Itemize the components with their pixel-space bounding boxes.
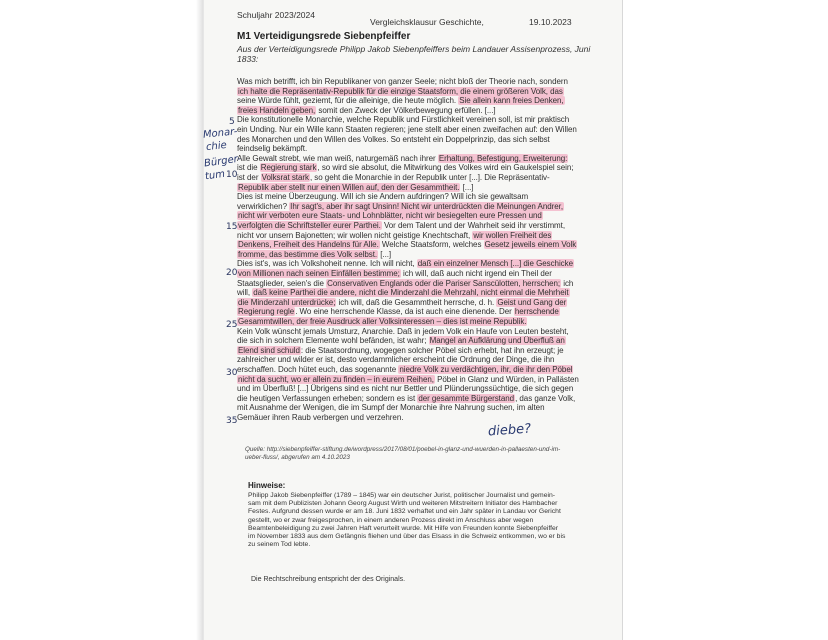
text-segment: Was mich betrifft, ich bin Republikaner von ganzer Seele; nicht bloß der Theorie nach, sondern (237, 77, 568, 86)
speech-line (237, 346, 564, 355)
speech-line (237, 298, 567, 307)
highlighted-passage: von Millionen nach seinen Einfällen bestimme; (238, 269, 400, 278)
speech-line (237, 288, 570, 297)
line-number-10: 10 (226, 170, 238, 180)
document-title: M1 Verteidigungsrede Siebenpfeiffer (237, 31, 411, 42)
handwritten-note-monarchie-2: chie (205, 139, 228, 154)
text-segment: . Wo eine herrschende Klasse, da ist auch eine dienende. Der (295, 307, 514, 317)
speech-line (237, 77, 568, 86)
speech-line (237, 259, 574, 268)
highlighted-passage: nicht wir verboten eure Staats- und Lohnblätter, nicht wir besiegelten eure Pressen und (238, 211, 542, 221)
highlighted-passage: daß keine Parthei die andere, nicht die Minderzahl die Mehrzahl, nicht einmal die Mehrheit (253, 288, 569, 298)
text-segment: Kein Volk wünscht jemals Umsturz, Anarchie. Daß in jedem Volk ein Haufe von Leuten besteht, (237, 326, 569, 336)
text-segment: die heutigen Verfassungen erheben; sondern es ist (237, 393, 418, 403)
text-segment: somit den Zweck der Völkerbewegung erfüllen. [...] (316, 105, 496, 115)
highlighted-passage: fromme, das bestimme dies Volk selbst. (238, 249, 378, 259)
text-segment: seine Würde fühlt, geziemt, für die alleinige, die heute möglich. (237, 96, 459, 106)
speech-line (237, 317, 527, 326)
highlighted-passage: herrschende (514, 307, 559, 317)
text-segment: ich will, daß auch nicht irgend ein Theil der (400, 269, 552, 278)
text-segment: mit Ausnahme der Wenigen, die im Sumpf der Monarchie ihre Nahrung suchen, im alten (237, 403, 545, 413)
text-segment: Welche Staatsform, welches (379, 240, 484, 250)
handwritten-note-diebe: diebe? (487, 421, 532, 440)
speech-line (237, 269, 552, 278)
speech-line (237, 192, 528, 201)
speech-line (237, 394, 575, 403)
text-segment: [...] (460, 182, 474, 192)
notes-line: Philipp Jakob Siebenpfeiffer (1789 – 1845) war ein deutscher Jurist, politischer Journalist und gemein- (248, 492, 556, 499)
text-segment: Gemäuer ihren Raub verbergen und verzehren. (237, 413, 404, 422)
text-segment: ein Unding. Nur ein Wille kann Staaten regieren; jene stellt aber einen zweifachen auf: den Willen (237, 125, 577, 134)
speech-line (237, 384, 573, 393)
notes-line: im November 1833 aus dem Gefängnis fliehen und über das Elsass in die Schweiz entkommen, wo er bis (248, 533, 566, 540)
speech-line (237, 163, 573, 172)
highlighted-passage: Geist und Gang der (497, 297, 567, 307)
line-number-20: 20 (226, 268, 238, 278)
notes-line: zu seinem Tod lebte. (248, 541, 311, 549)
highlighted-passage: Sie allein kann freies Denken, (459, 96, 564, 106)
highlighted-passage: der gesammte Bürgerstand (418, 393, 515, 403)
speech-line (237, 183, 473, 192)
text-segment: , so wird sie absolut, die Mitwirkung des Volkes wird ein Gaukelspiel sein; (317, 163, 574, 173)
speech-line (237, 87, 564, 96)
text-segment: : die Staatsordnung, wogegen solcher Pöbel sich erhebt, hat ihn erzeugt; je (300, 345, 564, 355)
speech-line (237, 403, 544, 412)
text-segment: nicht vor unsern Bajonetten; wir wollen nicht geistige Knechtschaft, (237, 230, 473, 240)
text-segment: Dies ist meine Überzeugung. Will ich sie Andern aufdringen? Will ich sie gewaltsam (237, 192, 529, 202)
document-subtitle-line2: 1833: (237, 54, 259, 64)
handwritten-note-buergertum-2: tum (204, 168, 226, 183)
notes-line: Festes. Aufgrund dessen wurde er am 18. Juni 1832 verhaftet und ein Jahr später in Landau vor Gericht (248, 508, 561, 516)
speech-line (237, 355, 554, 364)
source-line2: ueber-fluss/, abgerufen am 4.10.2023 (245, 454, 350, 461)
document-subtitle-line1: Aus der Verteidigungsrede Philipp Jakob Siebenpfeiffers beim Landauer Assisenprozess, Juni (237, 44, 591, 54)
highlighted-passage: Mangel an Aufklärung und Überfluß an (429, 336, 565, 346)
speech-line (237, 375, 579, 384)
highlighted-passage: die Minderzahl unterdrücke; (238, 297, 336, 307)
speech-line (237, 279, 573, 288)
highlighted-passage: niedre Volk zu verdächtigen, ihr, die ihr den Pöbel (399, 365, 573, 374)
text-segment: Pöbel in Glanz und Würden, in Pallästen (434, 374, 579, 384)
speech-line (237, 307, 560, 316)
speech-line (237, 250, 391, 259)
text-segment: ich (561, 278, 574, 288)
highlighted-passage: Erhaltung, Befestigung, Erweiterung: (438, 153, 568, 163)
line-number-30: 30 (226, 368, 238, 378)
speech-line (237, 96, 565, 105)
speech-line (237, 240, 577, 249)
speech-line (237, 365, 573, 374)
text-segment: zahlreicher und wilder er ist, desto verdammlicher erscheint die Ordnung der Dinge, die ihn (237, 355, 555, 365)
highlighted-passage: Volksrat stark (261, 173, 309, 182)
highlighted-passage: Gesetz jeweils einem Volk (484, 240, 577, 250)
source-line1: Quelle: http://siebenpfeiffer-stiftung.de/wordpress/2017/08/01/poebel-in-glanz-und-wuerden-in-pallaesten-und-im- (245, 446, 561, 453)
notes-line: Beamtenbeleidigung zu zwei Jahren Haft verurteilt wurde. Mit Hilfe von Freunden konnte Siebenpfeiffer (248, 524, 559, 532)
text-segment: die sich in solchem Elemente wohl befänden, ist wahr; (237, 336, 429, 346)
speech-line (237, 413, 403, 422)
speech-line (237, 154, 568, 163)
highlighted-passage: Republik aber stellt nur einen Willen auf, den der Gesammtheit. (238, 182, 460, 192)
text-segment: verwirklichen? (237, 201, 290, 211)
text-segment: erschaffen. Doch hütet euch, das sogenannte (237, 365, 399, 374)
highlighted-passage: Conservativen Englands oder die Pariser Sanscülotten, herrschen; (327, 278, 561, 288)
speech-line (237, 173, 550, 182)
text-segment: des Monarchen und den Willen des Volkes. So entsteht ein Doppelprinzip, das sich selbst (237, 134, 550, 144)
speech-line (237, 125, 577, 134)
handwritten-note-monarchie-1: Monar- (202, 126, 238, 141)
text-segment: , das ganze Volk, (515, 393, 576, 403)
highlighted-passage: freies Handeln geben, (238, 105, 316, 115)
highlighted-passage: nicht da sucht, wo er allein zu finden – in eurem Reihen, (238, 374, 434, 384)
text-segment: [...] (378, 249, 392, 259)
text-segment: Alle Gewalt strebt, wie man weiß, naturgemäß nach ihrer (237, 153, 438, 163)
highlighted-passage: Gesammtwillen, der freie Ausdruck aller Volksinteressen – dies ist meine Republik. (238, 317, 527, 326)
school-year: Schuljahr 2023/2024 (237, 10, 315, 20)
speech-line (237, 115, 569, 124)
highlighted-passage: Ihr sagt's, aber ihr sagt Unsinn! Nicht wir unterdrückten die Meinungen Andrer, (290, 201, 564, 211)
text-segment: will, (237, 288, 253, 298)
text-segment: ist der (237, 173, 261, 182)
highlighted-passage: ich halte die Repräsentativ-Republik für die einzige Staatsform, die einem größeren Volk, das (238, 86, 563, 96)
speech-line (237, 106, 496, 115)
speech-line (237, 202, 564, 211)
line-number-35: 35 (226, 416, 238, 426)
text-segment: Die konstitutionelle Monarchie, welche Republik und Fürstlichkeit vereinen soll, ist mir praktisch (237, 115, 570, 125)
speech-line (237, 135, 550, 144)
text-segment: Vor dem Talent und der Wahrheit seid ihr verstimmt, (381, 221, 566, 230)
line-number-5: 5 (229, 117, 235, 127)
speech-line (237, 211, 543, 220)
notes-line: gestellt, wo er zwar freigesprochen, in einem anderen Prozess direkt im Anschluss aber wegen (248, 516, 534, 524)
handwritten-note-buergertum-1: Bürger- (203, 153, 242, 170)
exam-date: 19.10.2023 (529, 17, 572, 27)
notes-heading: Hinweise: (248, 481, 286, 490)
text-segment: Staatsglieder, seien's die (237, 278, 327, 288)
speech-line (237, 231, 552, 240)
text-segment: , so geht die Monarchie in der Republik unter [...]. Die Repräsentativ- (309, 173, 550, 182)
text-segment: Dies ist's, was ich Volkshoheit nenne. Ich will nicht, (237, 259, 417, 269)
highlighted-passage: verfolgten die Schriftsteller eurer Parthei. (238, 221, 381, 230)
highlighted-passage: Regierung stark (260, 163, 317, 173)
text-segment: ist die (237, 163, 260, 173)
line-number-25: 25 (226, 320, 238, 330)
highlighted-passage: wir wollen Freiheit des (473, 230, 552, 240)
speech-line (237, 336, 566, 345)
notes-line: sam mit dem Publizisten Johann Georg August Wirth und weiteren Mitstreitern Initiator des Hambacher (248, 500, 558, 508)
speech-line (237, 327, 569, 336)
text-segment: ich will, daß die Gesammtheit herrsche, d. h. (336, 297, 497, 307)
exam-title: Vergleichsklausur Geschichte, (370, 17, 484, 27)
highlighted-passage: Denkens, Freiheit des Handelns für Alle. (238, 240, 379, 250)
speech-line (237, 144, 307, 153)
highlighted-passage: daß ein einzelner Mensch [...] die Geschicke (417, 259, 573, 269)
speech-line (237, 221, 565, 230)
highlighted-passage: Elend sind schuld (238, 345, 300, 355)
highlighted-passage: Regierung regle (238, 307, 295, 317)
text-segment: feindselig bekämpft. (237, 144, 308, 154)
line-number-15: 15 (226, 222, 238, 232)
text-segment: und im Überfluß! [...] Übrigens sind es nicht nur Bettler und Plünderungssüchtige, die sich gegen (237, 384, 574, 394)
spelling-footnote: Die Rechtschreibung entspricht der des Originals. (251, 576, 406, 583)
